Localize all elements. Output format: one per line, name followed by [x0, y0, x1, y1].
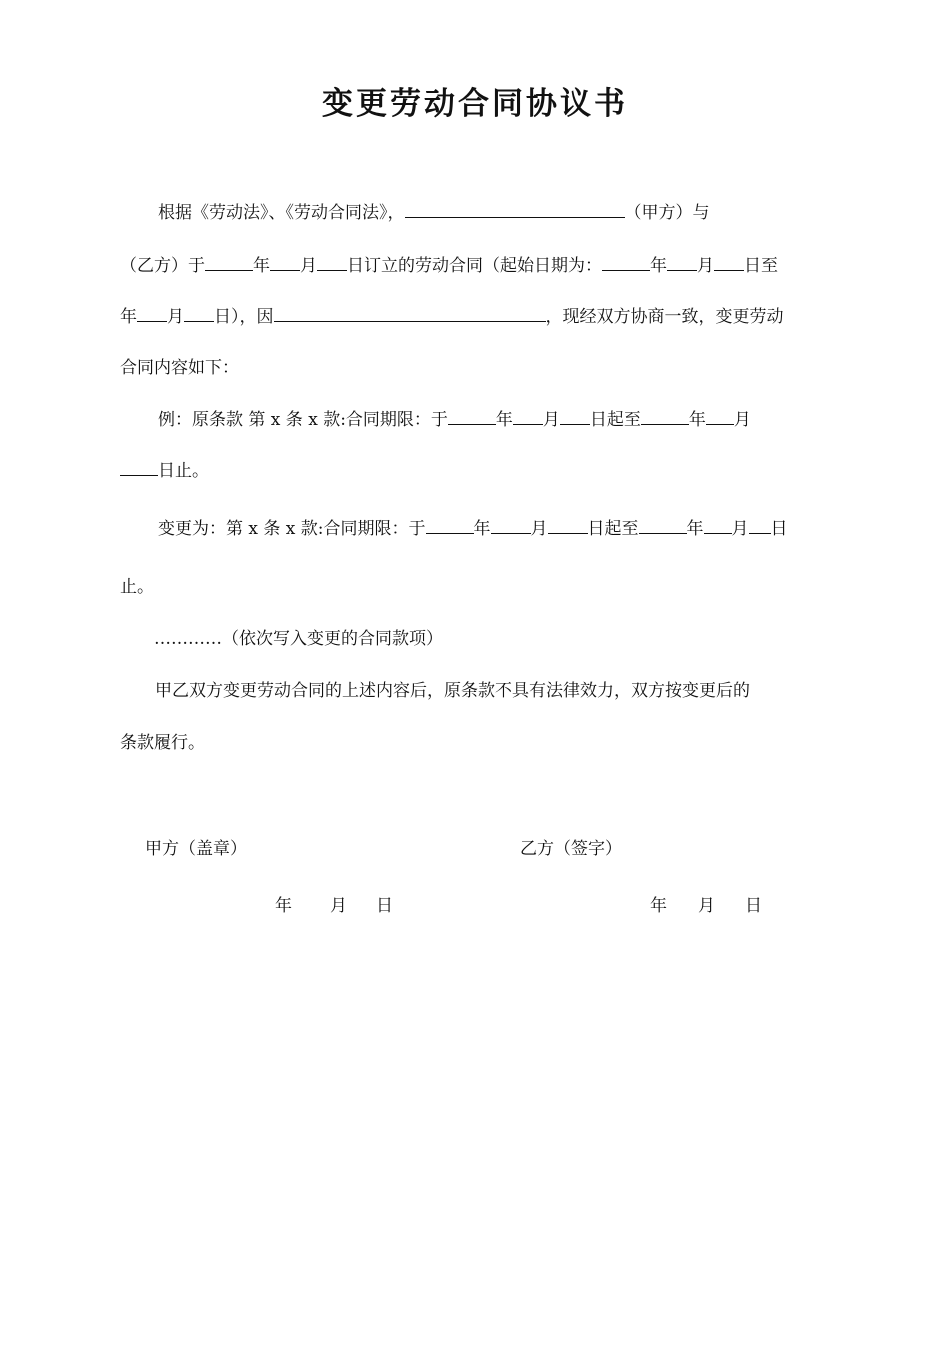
date-year: 年	[650, 896, 667, 916]
text: 月	[731, 519, 749, 539]
changed-clause-line-2	[120, 575, 154, 599]
original-clause-line-2	[120, 458, 209, 483]
text: 年	[120, 307, 137, 327]
ellipsis-note-line	[154, 627, 443, 651]
blank-reason	[274, 304, 546, 322]
date-day: 日	[745, 896, 762, 916]
blank-new-end-year	[639, 516, 687, 534]
blank-orig-start-day	[560, 407, 590, 425]
text: 日止。	[158, 461, 209, 481]
date-month: 月	[698, 896, 715, 916]
date-day: 日	[376, 896, 393, 916]
blank-start-day	[714, 253, 744, 271]
blank-orig-start-year	[448, 407, 496, 425]
text: 月	[542, 410, 560, 430]
text: 日	[770, 519, 788, 539]
party-b-signature-label: 乙方（签字）	[520, 839, 622, 859]
text: 止。	[120, 577, 154, 597]
text: …………（依次写入变更的合同款项）	[154, 629, 443, 649]
text: 月	[733, 410, 751, 430]
blank-end-month	[137, 304, 167, 322]
text: 年	[495, 410, 513, 430]
party-b-date	[650, 891, 762, 916]
text: 日起至	[587, 519, 639, 539]
blank-new-start-year	[426, 516, 474, 534]
text: 月	[530, 519, 548, 539]
original-clause-line	[158, 407, 751, 432]
text: （甲方）与	[624, 203, 710, 223]
date-year: 年	[275, 896, 292, 916]
text: 条款履行。	[120, 733, 205, 753]
text: ，现经双方协商一致，变更劳动	[545, 307, 784, 327]
blank-new-start-day	[548, 516, 588, 534]
blank-party-a	[405, 200, 625, 218]
paragraph-line-11	[120, 731, 205, 755]
blank-new-start-month	[491, 516, 531, 534]
text: 年	[650, 256, 667, 276]
text: 月	[697, 256, 714, 276]
text: 月	[300, 256, 317, 276]
blank-new-end-day	[749, 516, 771, 534]
blank-new-end-month	[704, 516, 732, 534]
text: 月	[167, 307, 184, 327]
text: 日），因	[214, 307, 274, 327]
text: 甲乙双方变更劳动合同的上述内容后，原条款不具有法律效力，双方按变更后的	[155, 681, 750, 701]
paragraph-line-10	[155, 679, 750, 703]
blank-orig-start-month	[513, 407, 543, 425]
party-a-date	[275, 891, 393, 916]
text: 日至	[744, 256, 778, 276]
paragraph-line-1	[158, 200, 710, 225]
text: 变更为：第 x 条 x 款:合同期限：于	[158, 519, 426, 539]
blank-end-day	[184, 304, 214, 322]
blank-month	[270, 253, 300, 271]
document-title: 变更劳动合同协议书	[322, 86, 628, 122]
text: （乙方）于	[120, 256, 205, 276]
text: 日订立的劳动合同（起始日期为：	[347, 256, 602, 276]
text: 年	[253, 256, 270, 276]
date-month: 月	[330, 896, 347, 916]
paragraph-line-3	[120, 304, 784, 329]
text: 日起至	[589, 410, 641, 430]
blank-year	[205, 253, 253, 271]
text: 根据《劳动法》、《劳动合同法》，	[158, 203, 405, 223]
changed-clause-line	[158, 516, 788, 541]
blank-start-year	[602, 253, 650, 271]
blank-day	[317, 253, 347, 271]
text: 合同内容如下：	[120, 358, 239, 378]
paragraph-line-4	[120, 356, 239, 380]
blank-orig-end-day	[120, 458, 158, 476]
text: 例：原条款 第 x 条 x 款:合同期限：于	[158, 410, 448, 430]
text: 年	[473, 519, 491, 539]
party-a-signature-label: 甲方（盖章）	[145, 839, 247, 859]
paragraph-line-2	[120, 253, 778, 278]
text: 年	[688, 410, 706, 430]
blank-start-month	[667, 253, 697, 271]
blank-orig-end-year	[641, 407, 689, 425]
text: 年	[686, 519, 704, 539]
blank-orig-end-month	[706, 407, 734, 425]
